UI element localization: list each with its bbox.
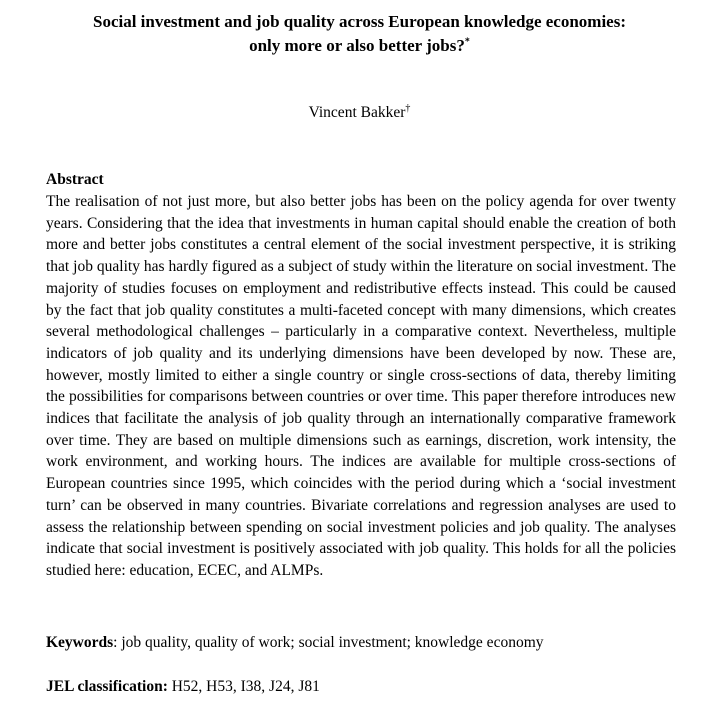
jel-classification-line: [46, 677, 686, 697]
abstract-heading: Abstract: [46, 171, 104, 188]
jel-codes: H52, H53, I38, J24, J81: [167, 678, 320, 695]
author-line: [0, 103, 719, 123]
author-name: Vincent Bakker: [308, 104, 406, 121]
abstract-body: The realisation of not just more, but also better jobs has been on the policy agenda for over twenty years. Considering that the idea that investments in human capital should enable the creation of both more and better jobs constitutes a central element of the social investment perspective, it is striking that job quality has hardly figured as a subject of study within the literature on social investment. The majority of studies focuses on employment and redistributive effects instead. This could be caused by the fact that job quality constitutes a multi-faceted concept with many dimensions, which creates several methodological challenges – particularly in a comparative context. Nevertheless, multiple indicators of job quality and its underlying dimensions have been developed by now. These are, however, mostly limited to either a single country or single cross-sections of data, thereby limiting the possibilities for comparisons between countries or over time. This paper therefore introduces new indices that facilitate the analysis of job quality through an internationally comparative framework over time. They are based on multiple dimensions such as earnings, discretion, work intensity, the work environment, and working hours. The indices are available for multiple cross-sections of European countries since 1995, which coincides with the period during which a ‘social investment turn’ can be observed in many countries. Bivariate correlations and regression analyses are used to assess the relationship between spending on social investment policies and job quality. The analyses indicate that social investment is positively associated with job quality. This holds for all the policies studied here: education, ECEC, and ALMPs.: [46, 193, 676, 579]
title-line-1: Social investment and job quality across European knowledge economies:: [92, 12, 627, 31]
keywords-text: : job quality, quality of work; social investment; knowledge economy: [113, 634, 544, 651]
keywords-line: [46, 633, 686, 653]
title-line-2: [20, 34, 699, 58]
paper-title: [20, 10, 699, 58]
keywords-label: Keywords: [46, 634, 114, 651]
title-footnote-mark: *: [464, 36, 470, 48]
jel-label: JEL classification:: [46, 678, 168, 695]
author-footnote-mark: †: [405, 102, 411, 114]
title-line-2-text: only more or also better jobs?: [249, 36, 465, 55]
